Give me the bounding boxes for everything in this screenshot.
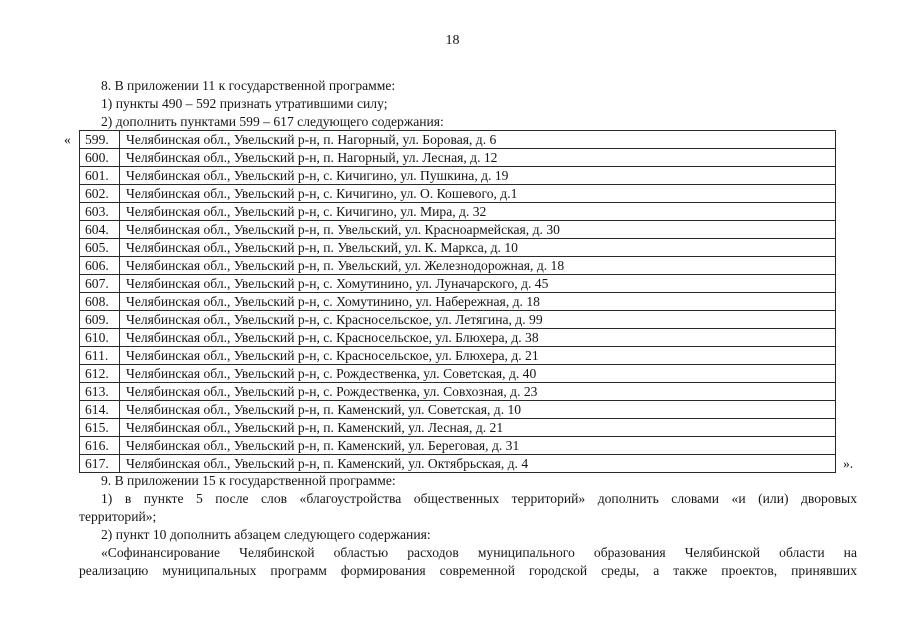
table-open-quote: « (64, 132, 71, 147)
row-number: 613. (80, 383, 120, 401)
table-row (80, 455, 836, 473)
row-address: Челябинская обл., Увельский р-н, с. Рождественка, ул. Совхозная, д. 23 (120, 383, 836, 401)
table-row (80, 401, 836, 419)
section-9-quote-line-2: реализацию муниципальных программ формирования современной городской среды, а также проектов, принявших (79, 563, 857, 578)
row-address: Челябинская обл., Увельский р-н, п. Увельский, ул. К. Маркса, д. 10 (120, 239, 836, 257)
row-number: 617. (80, 455, 120, 473)
table-row (80, 203, 836, 221)
table-row (80, 329, 836, 347)
row-number: 608. (80, 293, 120, 311)
table-row (80, 239, 836, 257)
table-row (80, 347, 836, 365)
page-number: 18 (445, 33, 460, 48)
row-address: Челябинская обл., Увельский р-н, п. Каменский, ул. Береговая, д. 31 (120, 437, 836, 455)
table-row (80, 257, 836, 275)
row-address: Челябинская обл., Увельский р-н, п. Нагорный, ул. Лесная, д. 12 (120, 149, 836, 167)
row-number: 602. (80, 185, 120, 203)
table-row (80, 311, 836, 329)
section-9-heading: 9. В приложении 15 к государственной программе: (101, 473, 396, 488)
row-address: Челябинская обл., Увельский р-н, п. Нагорный, ул. Боровая, д. 6 (120, 131, 836, 149)
row-number: 603. (80, 203, 120, 221)
row-address: Челябинская обл., Увельский р-н, п. Увельский, ул. Красноармейская, д. 30 (120, 221, 836, 239)
row-number: 616. (80, 437, 120, 455)
row-address: Челябинская обл., Увельский р-н, с. Красносельское, ул. Блюхера, д. 38 (120, 329, 836, 347)
table-row (80, 293, 836, 311)
row-number: 612. (80, 365, 120, 383)
table-row (80, 383, 836, 401)
row-address: Челябинская обл., Увельский р-н, с. Красносельское, ул. Летягина, д. 99 (120, 311, 836, 329)
row-number: 600. (80, 149, 120, 167)
section-8-heading: 8. В приложении 11 к государственной программе: (101, 78, 396, 93)
table-row (80, 275, 836, 293)
row-address: Челябинская обл., Увельский р-н, с. Красносельское, ул. Блюхера, д. 21 (120, 347, 836, 365)
row-address: Челябинская обл., Увельский р-н, с. Хомутинино, ул. Набережная, д. 18 (120, 293, 836, 311)
row-address: Челябинская обл., Увельский р-н, с. Кичигино, ул. Мира, д. 32 (120, 203, 836, 221)
table-row (80, 419, 836, 437)
row-address: Челябинская обл., Увельский р-н, п. Увельский, ул. Железнодорожная, д. 18 (120, 257, 836, 275)
table-close-quote: ». (843, 456, 854, 471)
row-number: 607. (80, 275, 120, 293)
table-row (80, 221, 836, 239)
table-row (80, 131, 836, 149)
table-row (80, 185, 836, 203)
row-address: Челябинская обл., Увельский р-н, п. Каменский, ул. Октябрьская, д. 4 (120, 455, 836, 473)
table-row (80, 167, 836, 185)
row-number: 606. (80, 257, 120, 275)
row-address: Челябинская обл., Увельский р-н, п. Каменский, ул. Лесная, д. 21 (120, 419, 836, 437)
row-number: 601. (80, 167, 120, 185)
section-9-item-1-line-2: территорий»; (79, 509, 157, 524)
row-address: Челябинская обл., Увельский р-н, с. Рождественка, ул. Советская, д. 40 (120, 365, 836, 383)
row-number: 599. (80, 131, 120, 149)
row-address: Челябинская обл., Увельский р-н, п. Каменский, ул. Советская, д. 10 (120, 401, 836, 419)
section-8-item-2: 2) дополнить пунктами 599 – 617 следующего содержания: (101, 114, 444, 129)
row-number: 605. (80, 239, 120, 257)
table-row (80, 365, 836, 383)
table-row (80, 437, 836, 455)
row-number: 615. (80, 419, 120, 437)
section-9-item-2: 2) пункт 10 дополнить абзацем следующего содержания: (101, 527, 431, 542)
row-number: 611. (80, 347, 120, 365)
section-8-item-1: 1) пункты 490 – 592 признать утратившими силу; (101, 96, 388, 111)
row-address: Челябинская обл., Увельский р-н, с. Кичигино, ул. Пушкина, д. 19 (120, 167, 836, 185)
row-address: Челябинская обл., Увельский р-н, с. Хомутинино, ул. Луначарского, д. 45 (120, 275, 836, 293)
address-table (79, 130, 836, 473)
row-number: 614. (80, 401, 120, 419)
section-9-quote-line-1: «Софинансирование Челябинской областью расходов муниципального образования Челябинской области на (101, 545, 857, 560)
row-address: Челябинская обл., Увельский р-н, с. Кичигино, ул. О. Кошевого, д.1 (120, 185, 836, 203)
row-number: 609. (80, 311, 120, 329)
row-number: 610. (80, 329, 120, 347)
table-row (80, 149, 836, 167)
section-9-item-1-line-1: 1) в пункте 5 после слов «благоустройства общественных территорий» дополнить словами «и (или) дворовых (101, 491, 857, 506)
row-number: 604. (80, 221, 120, 239)
